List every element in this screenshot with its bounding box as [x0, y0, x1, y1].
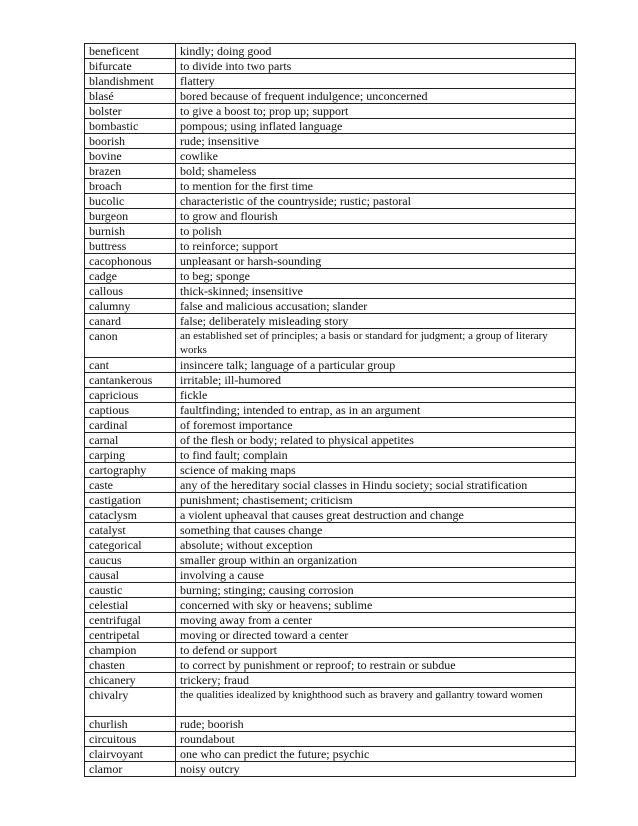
table-row	[85, 643, 576, 658]
term-cell: caste	[85, 478, 176, 493]
definition-cell: concerned with sky or heavens; sublime	[176, 598, 576, 613]
definition-cell: to grow and flourish	[176, 209, 576, 224]
table-row	[85, 463, 576, 478]
definition-cell: insincere talk; language of a particular group	[176, 358, 576, 373]
table-row	[85, 658, 576, 673]
table-row	[85, 583, 576, 598]
table-row	[85, 164, 576, 179]
term-cell: churlish	[85, 717, 176, 732]
term-cell: champion	[85, 643, 176, 658]
term-cell: brazen	[85, 164, 176, 179]
table-row	[85, 448, 576, 463]
definition-cell: bored because of frequent indulgence; unconcerned	[176, 89, 576, 104]
term-cell: celestial	[85, 598, 176, 613]
table-row	[85, 74, 576, 89]
table-row	[85, 598, 576, 613]
term-cell: causal	[85, 568, 176, 583]
definition-cell: to reinforce; support	[176, 239, 576, 254]
definition-cell: to polish	[176, 224, 576, 239]
vocabulary-table-body	[85, 44, 576, 777]
term-cell: caucus	[85, 553, 176, 568]
definition-cell: an established set of principles; a basis or standard for judgment; a group of literary works	[176, 329, 576, 358]
term-cell: cacophonous	[85, 254, 176, 269]
definition-cell: cowlike	[176, 149, 576, 164]
definition-cell: involving a cause	[176, 568, 576, 583]
definition-cell: to divide into two parts	[176, 59, 576, 74]
table-row	[85, 762, 576, 777]
definition-cell: bold; shameless	[176, 164, 576, 179]
table-row	[85, 89, 576, 104]
table-row	[85, 284, 576, 299]
term-cell: capricious	[85, 388, 176, 403]
definition-cell: to correct by punishment or reproof; to restrain or subdue	[176, 658, 576, 673]
table-row	[85, 299, 576, 314]
definition-cell: moving away from a center	[176, 613, 576, 628]
definition-cell: unpleasant or harsh-sounding	[176, 254, 576, 269]
term-cell: chasten	[85, 658, 176, 673]
table-row	[85, 493, 576, 508]
table-row	[85, 149, 576, 164]
definition-cell: to give a boost to; prop up; support	[176, 104, 576, 119]
table-row	[85, 373, 576, 388]
term-cell: bifurcate	[85, 59, 176, 74]
table-row	[85, 523, 576, 538]
definition-cell: to mention for the first time	[176, 179, 576, 194]
definition-cell: absolute; without exception	[176, 538, 576, 553]
table-row	[85, 44, 576, 59]
term-cell: cant	[85, 358, 176, 373]
term-cell: carnal	[85, 433, 176, 448]
definition-cell: irritable; ill-humored	[176, 373, 576, 388]
definition-cell: science of making maps	[176, 463, 576, 478]
term-cell: clairvoyant	[85, 747, 176, 762]
term-cell: callous	[85, 284, 176, 299]
definition-cell: any of the hereditary social classes in Hindu society; social stratification	[176, 478, 576, 493]
table-row	[85, 418, 576, 433]
term-cell: categorical	[85, 538, 176, 553]
definition-cell: to find fault; complain	[176, 448, 576, 463]
definition-cell: roundabout	[176, 732, 576, 747]
term-cell: cartography	[85, 463, 176, 478]
table-row	[85, 717, 576, 732]
definition-cell: burning; stinging; causing corrosion	[176, 583, 576, 598]
table-row	[85, 269, 576, 284]
term-cell: centrifugal	[85, 613, 176, 628]
table-row	[85, 59, 576, 74]
term-cell: circuitous	[85, 732, 176, 747]
definition-cell: smaller group within an organization	[176, 553, 576, 568]
table-row	[85, 358, 576, 373]
term-cell: bombastic	[85, 119, 176, 134]
term-cell: castigation	[85, 493, 176, 508]
definition-cell: of the flesh or body; related to physical appetites	[176, 433, 576, 448]
table-row	[85, 388, 576, 403]
table-row	[85, 478, 576, 493]
definition-cell: trickery; fraud	[176, 673, 576, 688]
term-cell: blasé	[85, 89, 176, 104]
definition-cell: characteristic of the countryside; rustic; pastoral	[176, 194, 576, 209]
table-row	[85, 194, 576, 209]
table-row	[85, 224, 576, 239]
table-row	[85, 314, 576, 329]
term-cell: cardinal	[85, 418, 176, 433]
vocabulary-table	[84, 43, 576, 777]
term-cell: blandishment	[85, 74, 176, 89]
table-row	[85, 732, 576, 747]
term-cell: chivalry	[85, 688, 176, 717]
term-cell: carping	[85, 448, 176, 463]
term-cell: bucolic	[85, 194, 176, 209]
definition-cell: flattery	[176, 74, 576, 89]
term-cell: boorish	[85, 134, 176, 149]
term-cell: chicanery	[85, 673, 176, 688]
term-cell: captious	[85, 403, 176, 418]
term-cell: canard	[85, 314, 176, 329]
table-row	[85, 254, 576, 269]
definition-cell: punishment; chastisement; criticism	[176, 493, 576, 508]
term-cell: burgeon	[85, 209, 176, 224]
table-row	[85, 747, 576, 762]
term-cell: cataclysm	[85, 508, 176, 523]
definition-cell: rude; insensitive	[176, 134, 576, 149]
term-cell: buttress	[85, 239, 176, 254]
table-row	[85, 508, 576, 523]
table-row	[85, 553, 576, 568]
definition-cell: pompous; using inflated language	[176, 119, 576, 134]
term-cell: cadge	[85, 269, 176, 284]
table-row	[85, 119, 576, 134]
table-row	[85, 104, 576, 119]
definition-cell: rude; boorish	[176, 717, 576, 732]
term-cell: burnish	[85, 224, 176, 239]
term-cell: catalyst	[85, 523, 176, 538]
definition-cell: false; deliberately misleading story	[176, 314, 576, 329]
term-cell: clamor	[85, 762, 176, 777]
definition-cell: a violent upheaval that causes great destruction and change	[176, 508, 576, 523]
table-row	[85, 209, 576, 224]
definition-cell: the qualities idealized by knighthood such as bravery and gallantry toward women	[176, 688, 576, 717]
definition-cell: false and malicious accusation; slander	[176, 299, 576, 314]
table-row	[85, 568, 576, 583]
table-row	[85, 179, 576, 194]
definition-cell: thick-skinned; insensitive	[176, 284, 576, 299]
definition-cell: to beg; sponge	[176, 269, 576, 284]
table-row	[85, 403, 576, 418]
term-cell: beneficent	[85, 44, 176, 59]
term-cell: centripetal	[85, 628, 176, 643]
term-cell: caustic	[85, 583, 176, 598]
table-row	[85, 688, 576, 717]
definition-cell: kindly; doing good	[176, 44, 576, 59]
definition-cell: fickle	[176, 388, 576, 403]
term-cell: canon	[85, 329, 176, 358]
definition-cell: to defend or support	[176, 643, 576, 658]
definition-cell: faultfinding; intended to entrap, as in an argument	[176, 403, 576, 418]
table-row	[85, 134, 576, 149]
table-row	[85, 613, 576, 628]
term-cell: bovine	[85, 149, 176, 164]
table-row	[85, 433, 576, 448]
table-row	[85, 329, 576, 358]
definition-cell: something that causes change	[176, 523, 576, 538]
table-row	[85, 538, 576, 553]
table-row	[85, 673, 576, 688]
table-row	[85, 628, 576, 643]
term-cell: calumny	[85, 299, 176, 314]
term-cell: cantankerous	[85, 373, 176, 388]
term-cell: bolster	[85, 104, 176, 119]
definition-cell: moving or directed toward a center	[176, 628, 576, 643]
term-cell: broach	[85, 179, 176, 194]
definition-cell: noisy outcry	[176, 762, 576, 777]
table-row	[85, 239, 576, 254]
definition-cell: of foremost importance	[176, 418, 576, 433]
definition-cell: one who can predict the future; psychic	[176, 747, 576, 762]
